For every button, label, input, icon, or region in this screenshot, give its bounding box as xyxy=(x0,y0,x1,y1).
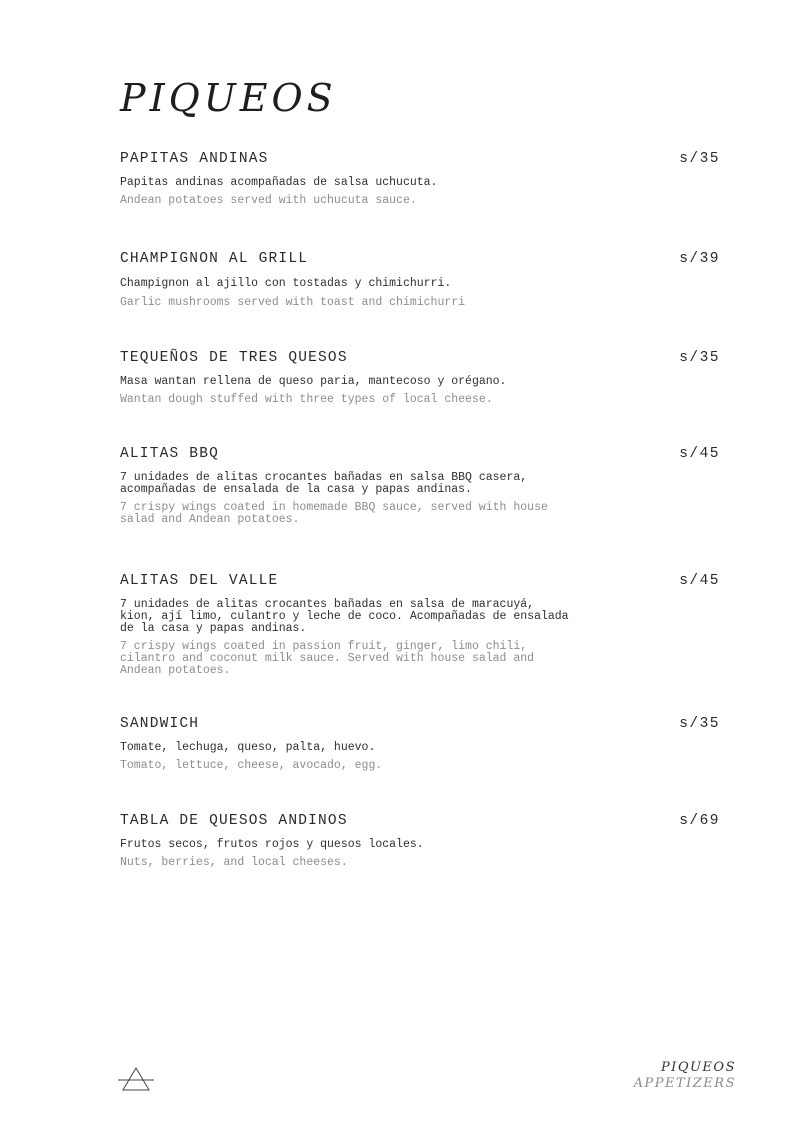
footer-section-title: PIQUEOS xyxy=(660,1060,736,1075)
item-description-en: 7 crispy wings coated in homemade BBQ sauce, served with house salad and Andean potatoes. xyxy=(120,501,548,526)
footer-section-subtitle: APPETIZERS xyxy=(633,1076,736,1091)
item-description-es: Papitas andinas acompañadas de salsa uchucuta. xyxy=(120,176,438,189)
item-description-es: 7 unidades de alitas crocantes bañadas en salsa BBQ casera, acompañadas de ensalada de la casa y papas andinas. xyxy=(120,471,528,496)
menu-item-alitas-del-valle xyxy=(120,573,720,677)
item-description-en: Wantan dough stuffed with three types of local cheese. xyxy=(120,393,493,406)
item-header xyxy=(120,573,720,593)
menu-item-tequenos xyxy=(120,350,720,406)
menu-item-sandwich xyxy=(120,716,720,772)
triangle-logo-icon xyxy=(118,1066,154,1092)
item-name: PAPITAS ANDINAS xyxy=(120,151,269,167)
item-header xyxy=(120,813,720,833)
item-header xyxy=(120,151,720,171)
item-description-en: Garlic mushrooms served with toast and chimichurri xyxy=(120,296,466,309)
item-description-es: Masa wantan rellena de queso paria, mantecoso y orégano. xyxy=(120,375,507,388)
item-header xyxy=(120,350,720,370)
item-price: s/45 xyxy=(679,573,720,589)
item-price: s/39 xyxy=(679,251,720,267)
item-price: s/45 xyxy=(679,446,720,462)
item-name: TEQUEÑOS DE TRES QUESOS xyxy=(120,350,348,366)
item-description-es: Tomate, lechuga, queso, palta, huevo. xyxy=(120,741,376,754)
item-header xyxy=(120,251,720,271)
page-footer xyxy=(634,1060,736,1092)
item-price: s/35 xyxy=(679,350,720,366)
menu-item-champignon-al-grill xyxy=(120,251,720,309)
item-description-es: 7 unidades de alitas crocantes bañadas en salsa de maracuyá, kion, ají limo, culantro y leche de coco. Acompañadas de ensalada de la casa y papas andinas. xyxy=(120,598,569,635)
item-description-es: Champignon al ajillo con tostadas y chimichurri. xyxy=(120,277,452,290)
item-price: s/69 xyxy=(679,813,720,829)
item-header xyxy=(120,446,720,466)
item-name: CHAMPIGNON AL GRILL xyxy=(120,251,309,267)
item-description-en: Tomato, lettuce, cheese, avocado, egg. xyxy=(120,759,383,772)
item-name: ALITAS BBQ xyxy=(120,446,220,462)
item-description-en: Nuts, berries, and local cheeses. xyxy=(120,856,348,869)
item-name: TABLA DE QUESOS ANDINOS xyxy=(120,813,348,829)
item-description-es: Frutos secos, frutos rojos y quesos locales. xyxy=(120,838,424,851)
menu-item-tabla-de-quesos xyxy=(120,813,720,869)
item-price: s/35 xyxy=(679,151,720,167)
menu-item-papitas-andinas xyxy=(120,151,720,207)
menu-item-alitas-bbq xyxy=(120,446,720,526)
item-name: ALITAS DEL VALLE xyxy=(120,573,279,589)
page-title: PIQUEOS xyxy=(120,76,337,120)
item-price: s/35 xyxy=(679,716,720,732)
item-description-en: Andean potatoes served with uchucuta sauce. xyxy=(120,194,417,207)
item-description-en: 7 crispy wings coated in passion fruit, ginger, limo chili, cilantro and coconut milk sauce. Served with house salad and Andean potatoes. xyxy=(120,640,535,677)
item-name: SANDWICH xyxy=(120,716,200,732)
item-header xyxy=(120,716,720,736)
